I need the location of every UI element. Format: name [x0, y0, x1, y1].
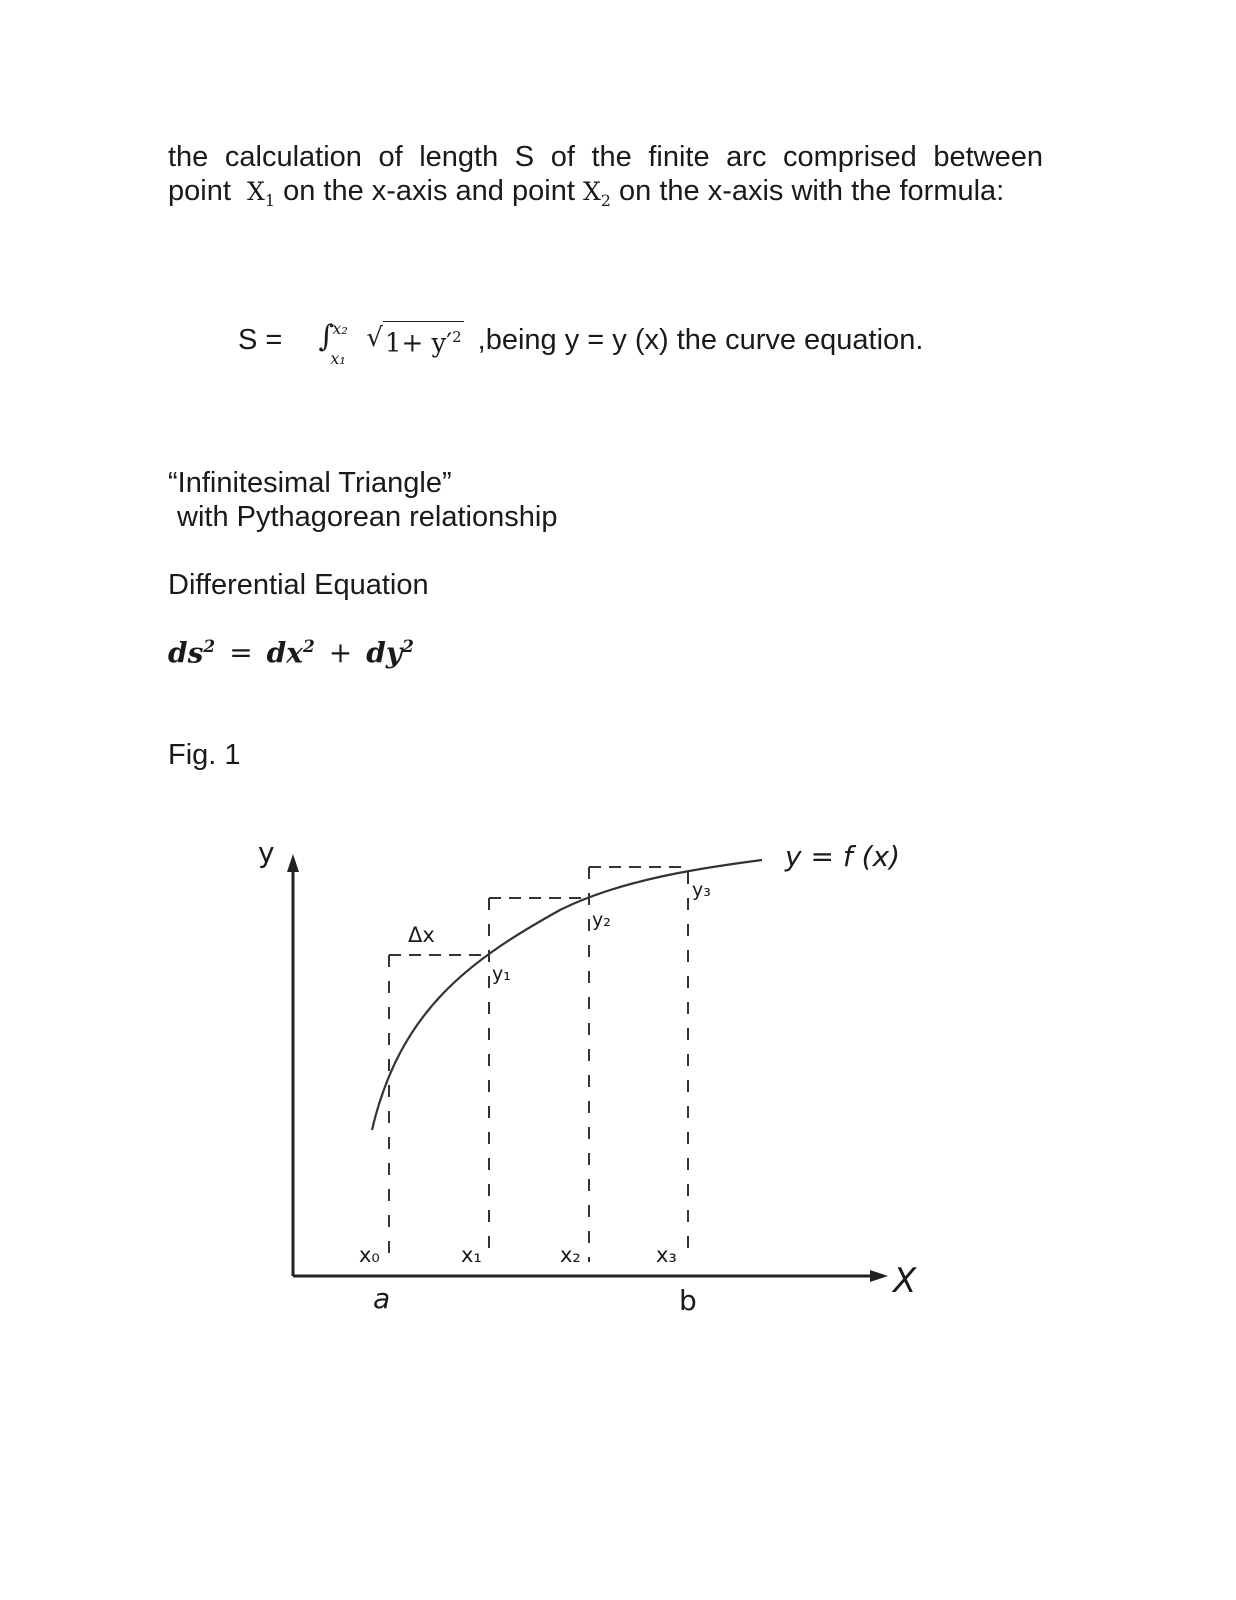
- point-x2-letter: X: [582, 177, 601, 206]
- dy-term: dy: [366, 636, 403, 670]
- y-axis-arrowhead: [287, 854, 299, 872]
- intro-line-1: the calculation of length S of the finite arc comprised between: [168, 141, 1043, 173]
- y-axis-label: y: [258, 836, 275, 869]
- y-mark-label: y₃: [692, 879, 711, 901]
- x-tick-label: x₁: [461, 1243, 482, 1267]
- integral-upper-limit: x₂: [332, 319, 348, 338]
- y-mark-label: y₁: [492, 963, 511, 985]
- point-x1-letter: X: [247, 177, 265, 206]
- x-tick-label: x₂: [560, 1243, 581, 1267]
- equals-sign: =: [229, 636, 253, 670]
- intro-line-2-end: on the x-axis with the formula:: [619, 175, 1005, 207]
- formula-lhs: S =: [238, 324, 283, 356]
- bound-a-label: a: [373, 1282, 391, 1315]
- radicand-text: 1+ y′: [384, 328, 453, 359]
- dx-term: dx: [266, 636, 303, 670]
- ds-term: ds: [168, 636, 204, 670]
- x-tick-label: x₃: [656, 1243, 677, 1267]
- x-axis-label: X: [893, 1261, 917, 1301]
- integral-lower-limit: x₁: [330, 349, 346, 368]
- intro-line-2-start: point: [168, 175, 231, 207]
- radicand-exponent: 2: [452, 328, 462, 347]
- delta-x-label: Δx: [408, 923, 435, 947]
- point-x1-sub: 1: [264, 191, 276, 210]
- triangle-heading: “Infinitesimal Triangle”: [168, 467, 452, 499]
- integral-sign: ∫: [318, 319, 334, 354]
- curve-label: y = f (x): [785, 840, 901, 873]
- ds-exponent: 2: [203, 637, 216, 657]
- x-axis-arrowhead: [870, 1270, 888, 1282]
- triangle-subheading: with Pythagorean relationship: [177, 501, 558, 533]
- y-mark-label: y₂: [592, 909, 611, 931]
- figure-caption: Fig. 1: [168, 739, 241, 771]
- x-tick-label: x₀: [359, 1243, 380, 1267]
- point-x2-sub: 2: [600, 191, 611, 210]
- radical-sign: √: [366, 323, 383, 354]
- bound-b-label: b: [679, 1284, 697, 1317]
- plus-sign: +: [328, 636, 353, 670]
- differential-heading: Differential Equation: [168, 569, 429, 601]
- dy-exponent: 2: [402, 637, 414, 657]
- dx-exponent: 2: [302, 637, 315, 657]
- formula-suffix: ,being y = y (x) the curve equation.: [477, 324, 924, 356]
- intro-line-2-mid: on the x-axis and point: [283, 175, 575, 207]
